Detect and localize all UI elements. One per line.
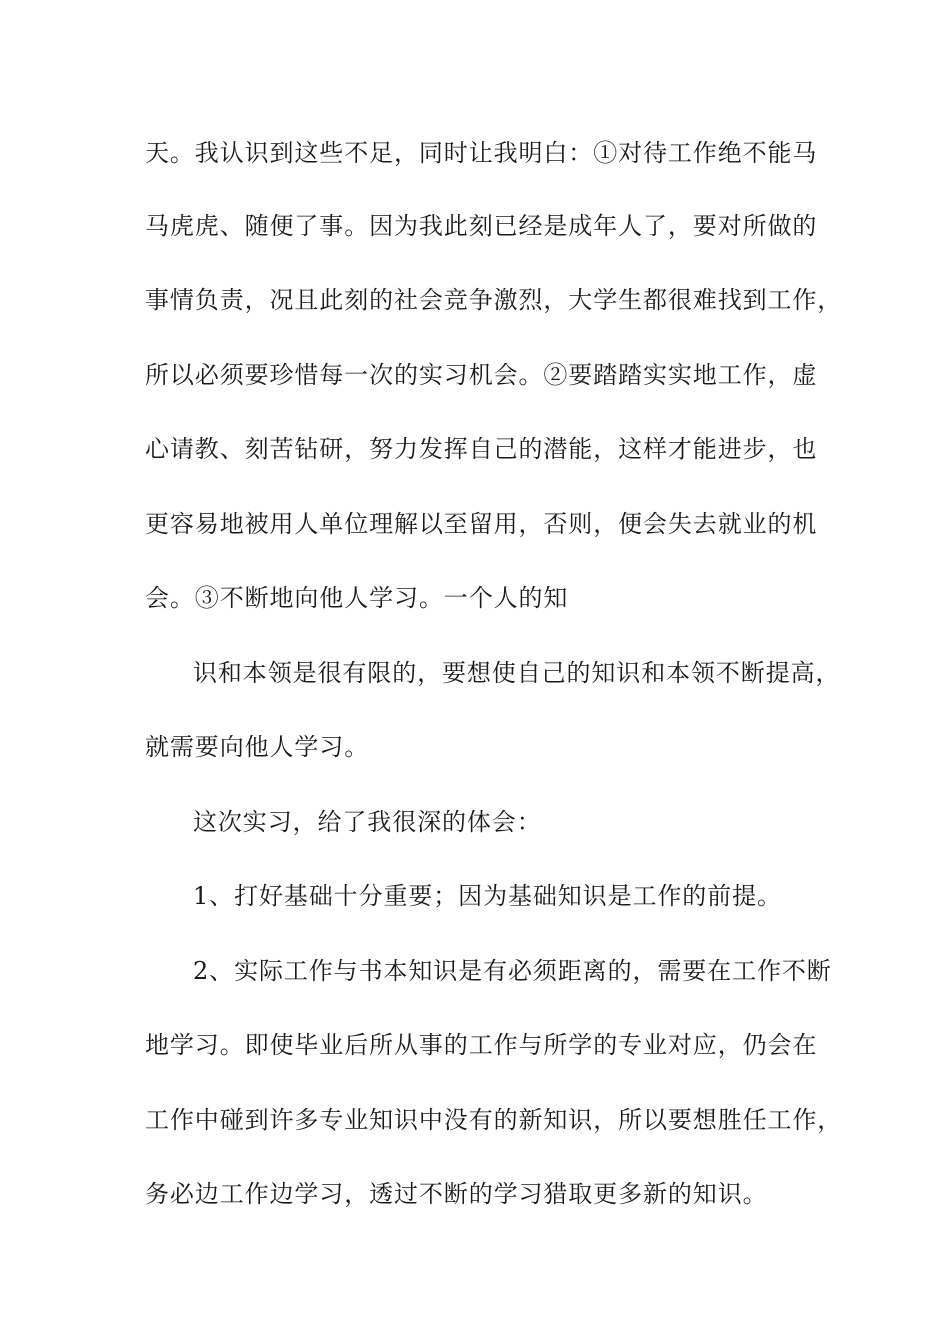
text-line: 工作中碰到许多专业知识中没有的新知识，所以要想胜任工作，	[145, 1106, 843, 1134]
text-line: 天。我认识到这些不足，同时让我明白：①对待工作绝不能马	[145, 139, 818, 167]
text-line: 会。③不断地向他人学习。一个人的知	[145, 584, 569, 612]
text-line: 就需要向他人学习。	[145, 733, 370, 761]
paragraph-first-line: 识和本领是很有限的，要想使自己的知识和本领不断提高，	[193, 659, 841, 687]
text-line: 所以必须要珍惜每一次的实习机会。②要踏踏实实地工作，虚	[145, 361, 818, 389]
list-item-1: 1、打好基础十分重要；因为基础知识是工作的前提。	[193, 882, 782, 910]
text-line: 心请教、刻苦钻研，努力发挥自己的潜能，这样才能进步，也	[145, 435, 818, 463]
text-line: 事情负责，况且此刻的社会竞争激烈，大学生都很难找到工作，	[145, 286, 843, 314]
text-line: 地学习。即使毕业后所从事的工作与所学的专业对应，仍会在	[145, 1031, 818, 1059]
text-line: 更容易地被用人单位理解以至留用，否则，便会失去就业的机	[145, 510, 818, 538]
paragraph-first-line: 这次实习，给了我很深的体会：	[193, 808, 542, 836]
text-line: 马虎虎、随便了事。因为我此刻已经是成年人了，要对所做的	[145, 212, 818, 240]
list-item-2: 2、实际工作与书本知识是有必须距离的，需要在工作不断	[193, 957, 832, 985]
text-line: 务必边工作边学习，透过不断的学习猎取更多新的知识。	[145, 1180, 768, 1208]
